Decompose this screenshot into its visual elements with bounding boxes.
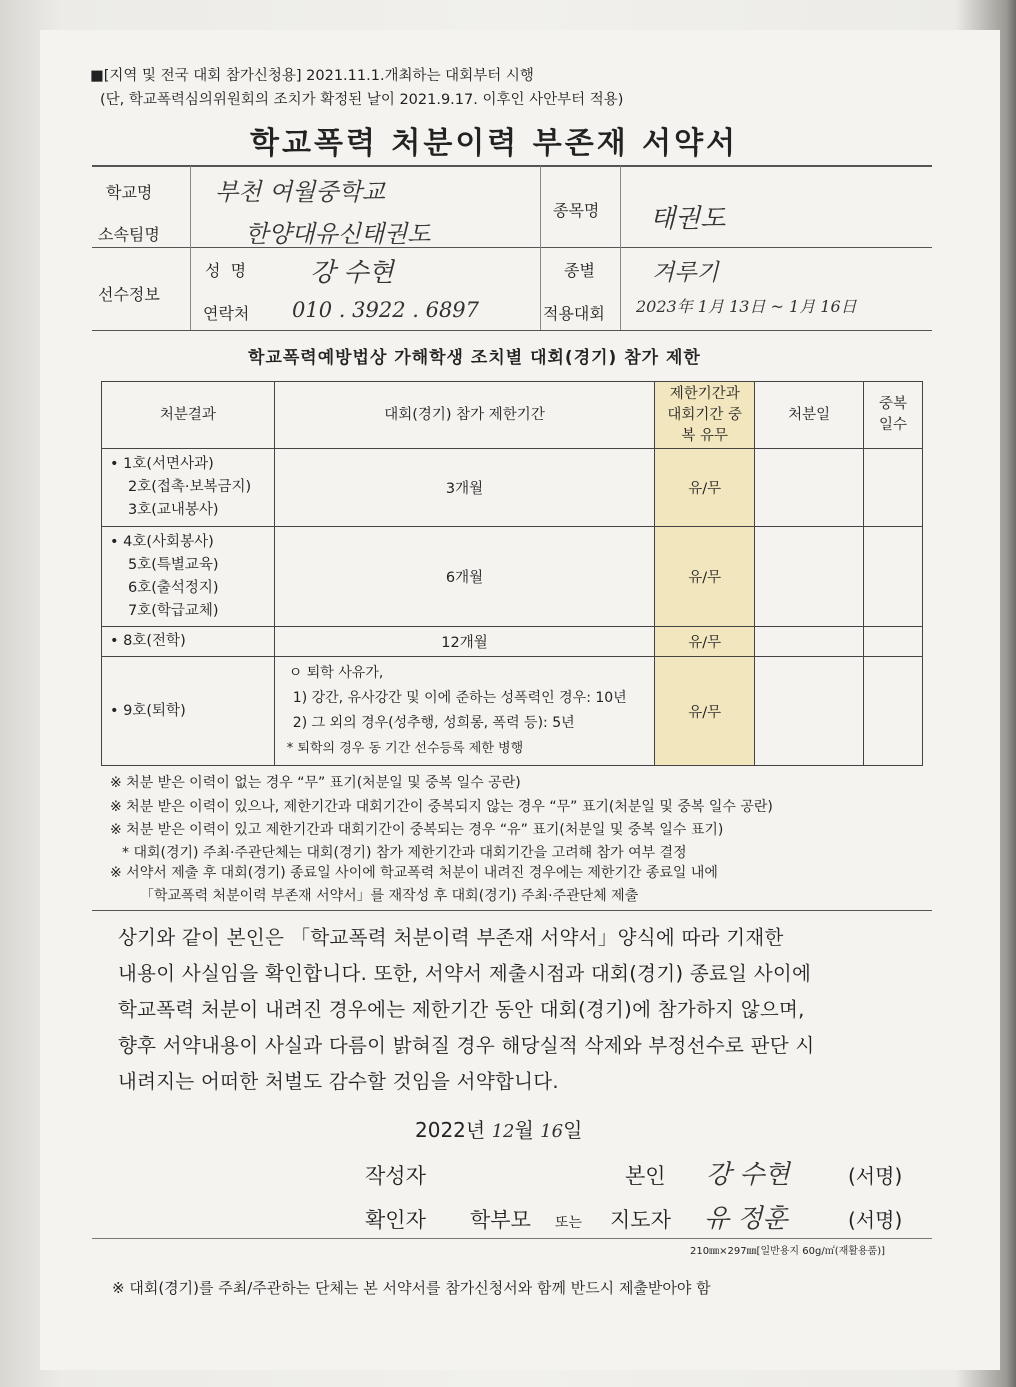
sign-mark-1: (서명) [848,1164,903,1188]
result-item: 5호(특별교육) [128,556,219,573]
result-item: • 9호(퇴학) [110,702,186,719]
table-row [102,627,923,657]
declaration-line: 학교폭력 처분이 내려진 경우에는 제한기간 동안 대회(경기)에 참가하지 않으며, [118,998,805,1021]
date-cell [755,657,864,766]
period-detail-line: * 퇴학의 경우 동 기간 선수등록 제한 병행 [286,741,524,756]
info-vline-3 [620,166,621,330]
note-line: 「학교폭력 처분이력 부존재 서약서」를 재작성 후 대회(경기) 주최·주관단체 제출 [140,888,639,904]
parent-label: 학부모 [470,1208,531,1232]
header-days: 중복 일수 [864,382,923,449]
header-date: 처분일 [755,382,864,449]
result-cell [102,449,275,527]
restriction-title: 학교폭력예방법상 가해학생 조치별 대회(경기) 참가 제한 [248,348,701,368]
date-cell [755,527,864,627]
header-overlap: 제한기간과 대회기간 중복 유무 [655,382,755,449]
declaration-line: 향후 서약내용이 사실과 다름이 밝혀질 경우 해당실적 삭제와 부정선수로 판단 시 [118,1034,815,1057]
note-line: ※ 처분 받은 이력이 있고 제한기간과 대회기간이 중복되는 경우 “유” 표기(처분일 및 중복 일수 표기) [110,822,724,838]
result-item: 7호(학급교체) [128,602,219,619]
declaration-text [118,920,918,1100]
result-cell [102,657,275,766]
note-line: ※ 처분 받은 이력이 없는 경우 “무” 표기(처분일 및 중복 일수 공란) [110,775,521,791]
date-year: 2022년 [415,1118,486,1142]
note-line: ※ 처분 받은 이력이 있으나, 제한기간과 대회기간이 중복되지 않는 경우 “무” 표기(처분일 및 중복 일수 공란) [110,799,773,815]
kind-label: 종별 [564,261,595,280]
date-line [415,1114,582,1143]
contact-label: 연락처 [203,304,250,323]
date-month-value: 12 [491,1121,515,1142]
result-item: • 8호(전학) [110,633,186,649]
date-day-value: 16 [540,1121,564,1142]
days-cell [864,449,923,527]
info-divider [92,247,932,248]
event-label: 종목명 [553,201,600,220]
name-value: 강 수현 [310,258,394,288]
sign-mark-2: (서명) [848,1208,903,1232]
coach-label: 지도자 [610,1208,671,1232]
school-label: 학교명 [106,183,153,202]
date-month-label: 월 [514,1118,534,1142]
result-item: • 4호(사회봉사) [110,533,214,550]
overlap-cell: 유/무 [655,527,755,627]
table-header-row [102,382,923,449]
competition-label: 적용대회 [543,304,605,323]
table-row [102,527,923,627]
result-item: 3호(교내봉사) [128,502,219,518]
competition-value: 2023年 1月 13日 ~ 1月 16日 [636,297,857,316]
note-line: ※ 서약서 제출 후 대회(경기) 종료일 사이에 학교폭력 처분이 내려진 경우에는 제한기간 종료일 내에 [110,865,718,881]
note-line: * 대회(경기) 주최·주관단체는 대회(경기) 참가 제한기간과 대회기간을 고려해 참가 여부 결정 [122,845,687,861]
info-vline-1 [190,166,191,330]
confirmer-label: 확인자 [365,1208,426,1232]
school-value: 부천 여월중학교 [215,178,385,206]
footer-note: ※ 대회(경기)를 주최/주관하는 단체는 본 서약서를 참가신청서와 함께 반드시 제출받아야 함 [112,1279,711,1297]
result-item: 2호(접촉·보복금지) [128,479,252,495]
header-line-2: (단, 학교폭력심의위원회의 조치가 확정된 날이 2021.9.17. 이후인 사안부터 적용) [100,92,624,108]
self-label: 본인 [625,1164,666,1188]
days-cell [864,527,923,627]
team-value: 한양대유신태권도 [245,220,431,248]
period-detail-line: 1) 강간, 유사강간 및 이에 준하는 성폭력인 경우: 10년 [292,690,627,706]
date-cell [755,627,864,657]
date-day-label: 일 [563,1118,583,1142]
penalty-table [101,381,923,766]
coach-signature-value: 유 정훈 [704,1204,788,1234]
days-cell [864,657,923,766]
declaration-line: 내용이 사실임을 확인합니다. 또한, 서약서 제출시점과 대회(경기) 종료일 사이에 [118,962,812,985]
table-row [102,449,923,527]
event-value: 태권도 [650,204,726,234]
info-bottom-border [92,330,932,331]
notes-divider [92,910,932,911]
result-item: 6호(출석정지) [128,579,219,596]
overlap-cell: 유/무 [655,627,755,657]
or-label: 또는 [555,1215,583,1231]
header-line-1: ■[지역 및 전국 대회 참가신청용] 2021.11.1.개최하는 대회부터 시행 [90,68,534,84]
period-cell: 3개월 [274,449,654,527]
info-vline-2 [540,166,541,330]
header-period: 대회(경기) 참가 제한기간 [274,382,654,449]
team-label: 소속팀명 [98,225,160,244]
self-signature-value: 강 수현 [706,1160,790,1190]
period-cell: 12개월 [274,627,654,657]
days-cell [864,627,923,657]
date-cell [755,449,864,527]
overlap-cell: 유/무 [655,657,755,766]
period-detail-line: 2) 그 외의 경우(성추행, 성희롱, 폭력 등): 5년 [292,715,575,731]
declaration-line: 내려지는 어떠한 처벌도 감수할 것임을 서약합니다. [118,1070,559,1093]
document-title: 학교폭력 처분이력 부존재 서약서 [250,126,739,161]
table-row [102,657,923,766]
info-top-border [92,165,932,167]
overlap-cell: 유/무 [655,449,755,527]
header-result: 처분결과 [102,382,275,449]
period-detail-cell [274,657,654,766]
result-cell [102,527,275,627]
period-cell: 6개월 [274,527,654,627]
footer-divider [92,1238,932,1239]
name-label: 성 명 [205,261,247,280]
declaration-line: 상기와 같이 본인은 「학교폭력 처분이력 부존재 서약서」양식에 따라 기재한 [118,926,784,949]
writer-label: 작성자 [365,1164,426,1188]
period-detail-line: ㅇ 퇴학 사유가, [288,665,384,681]
paper-spec: 210㎜×297㎜[일반용지 60g/㎡(재활용품)] [690,1246,886,1257]
result-cell [102,627,275,657]
result-item: • 1호(서면사과) [110,456,214,472]
contact-value: 010 . 3922 . 6897 [292,298,480,322]
athlete-info-label: 선수정보 [98,285,160,304]
kind-value: 겨루기 [652,260,719,286]
